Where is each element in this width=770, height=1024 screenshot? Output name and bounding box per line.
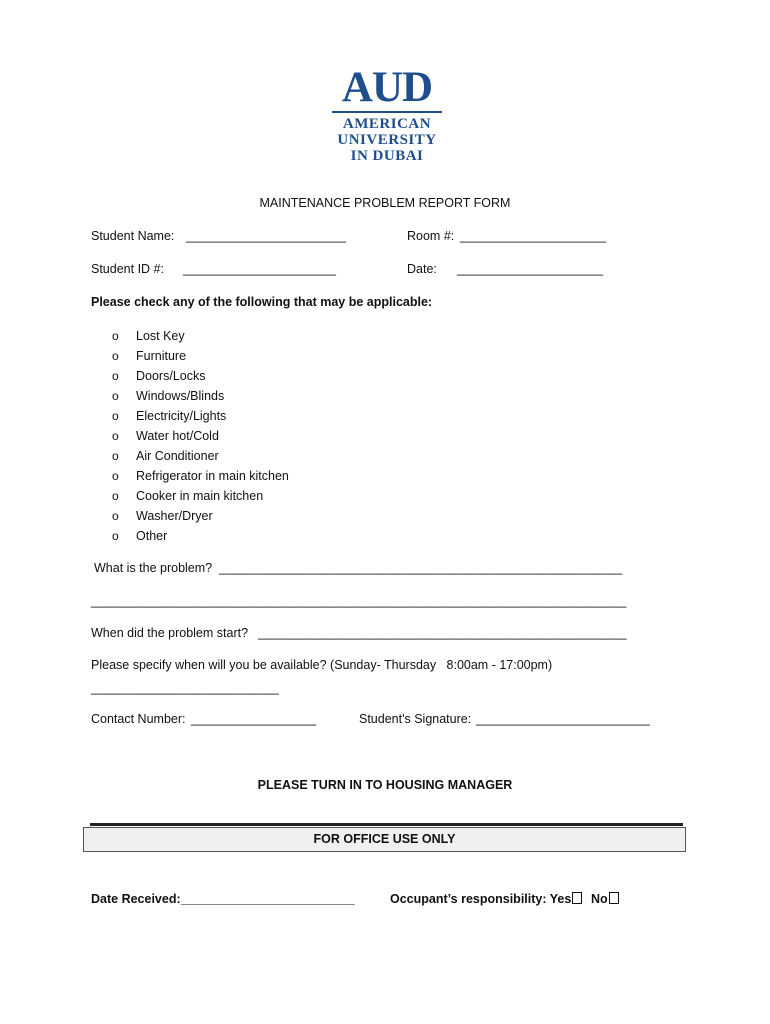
checkbox-bullet[interactable]: o — [112, 429, 119, 443]
signature-label: Student's Signature: — [359, 712, 472, 726]
occupant-yes-label: Occupant’s responsibility: Yes — [390, 892, 572, 906]
checklist-label: Refrigerator in main kitchen — [136, 469, 289, 483]
contact-number-field[interactable]: __________________ — [191, 712, 317, 726]
student-id-label: Student ID #: — [91, 262, 164, 276]
checkbox-bullet[interactable]: o — [112, 349, 119, 363]
logo-line-1: AMERICAN — [342, 116, 432, 132]
logo-line-2: UNIVERSITY — [337, 132, 437, 148]
checklist-label: Electricity/Lights — [136, 409, 227, 423]
checkbox-bullet[interactable]: o — [112, 329, 119, 343]
checkbox-bullet[interactable]: o — [112, 409, 119, 423]
problem-start-label: When did the problem start? — [91, 626, 249, 640]
signature-field[interactable]: _________________________ — [476, 712, 650, 726]
problem-label: What is the problem? — [94, 561, 213, 575]
checklist-label: Lost Key — [136, 329, 185, 343]
logo-line-3: IN DUBAI — [350, 148, 424, 164]
checklist-label: Air Conditioner — [136, 449, 219, 463]
office-use-title: FOR OFFICE USE ONLY — [313, 832, 456, 846]
checkbox-bullet[interactable]: o — [112, 509, 119, 523]
aud-logo — [330, 66, 444, 164]
checklist-label: Windows/Blinds — [136, 389, 225, 403]
checkbox-bullet[interactable]: o — [112, 449, 119, 463]
date-received-field[interactable]: _________________________ — [181, 892, 355, 906]
availability-field[interactable]: ___________________________ — [91, 681, 279, 695]
checklist-label: Doors/Locks — [136, 369, 206, 383]
checklist-label: Cooker in main kitchen — [136, 489, 264, 503]
student-name-label: Student Name: — [91, 229, 175, 243]
date-field[interactable]: _____________________ — [457, 262, 603, 276]
student-name-field[interactable]: _______________________ — [186, 229, 346, 243]
yes-checkbox[interactable] — [572, 892, 582, 904]
checklist-label: Water hot/Cold — [136, 429, 219, 443]
logo-mark: AUD — [341, 64, 433, 111]
logo-divider — [332, 111, 442, 113]
checkbox-bullet[interactable]: o — [112, 389, 119, 403]
problem-field[interactable]: __________________________________________________________ — [219, 561, 623, 575]
checkbox-bullet[interactable]: o — [112, 529, 119, 543]
date-received-label: Date Received: — [91, 892, 181, 906]
occupant-no-label: No — [591, 892, 608, 906]
instructions: Please check any of the following that may be applicable: — [91, 295, 433, 309]
checkbox-bullet[interactable]: o — [112, 469, 119, 483]
occupant-no — [591, 892, 619, 906]
problem-start-field[interactable]: _____________________________________________________ — [258, 626, 627, 640]
checkbox-bullet[interactable]: o — [112, 369, 119, 383]
no-checkbox[interactable] — [609, 892, 619, 904]
checklist-label: Furniture — [136, 349, 187, 363]
date-label: Date: — [407, 262, 437, 276]
room-label: Room #: — [407, 229, 455, 243]
checklist-label: Other — [136, 529, 168, 543]
office-divider — [90, 823, 683, 826]
student-id-field[interactable]: ______________________ — [183, 262, 336, 276]
availability-label: Please specify when will you be available? (Sunday- Thursday 8:00am - 17:00pm) — [91, 658, 553, 672]
checkbox-bullet[interactable]: o — [112, 489, 119, 503]
room-field[interactable]: _____________________ — [460, 229, 606, 243]
form-title: MAINTENANCE PROBLEM REPORT FORM — [259, 196, 511, 210]
occupant-responsibility — [390, 892, 582, 906]
checklist-label: Washer/Dryer — [136, 509, 213, 523]
turn-in-notice: PLEASE TURN IN TO HOUSING MANAGER — [257, 778, 513, 792]
problem-field-line-2[interactable]: _____________________________________________________________________________ — [91, 594, 627, 608]
office-use-header — [83, 827, 686, 852]
contact-number-label: Contact Number: — [91, 712, 186, 726]
